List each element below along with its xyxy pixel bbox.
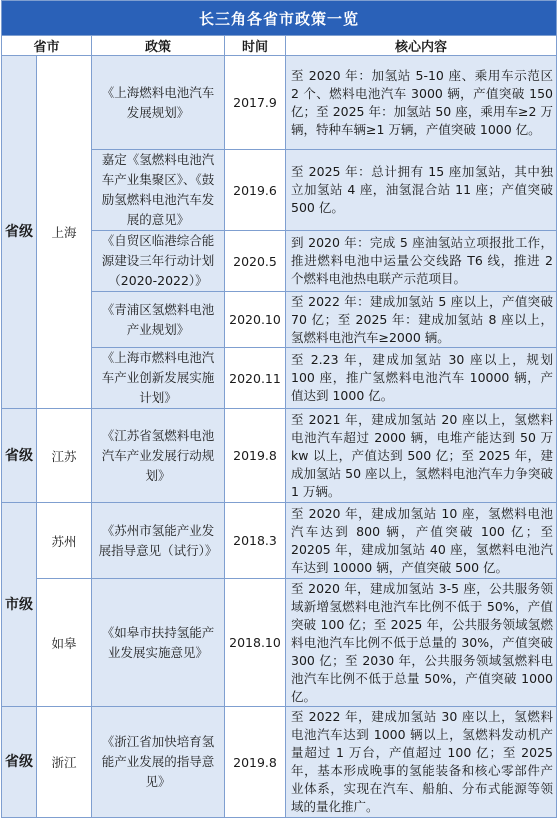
table-row xyxy=(2,579,557,707)
table-row xyxy=(2,409,557,503)
policy-cell: 嘉定《氢燃料电池汽车产业集聚区》、《鼓励氢燃料电池汽车发展的意见》 xyxy=(92,150,225,231)
region-cell: 江苏 xyxy=(37,409,92,503)
time-cell: 2020.5 xyxy=(225,231,286,292)
level-label-province: 省级 xyxy=(2,56,37,409)
header-row xyxy=(2,36,557,56)
time-cell: 2017.9 xyxy=(225,56,286,150)
policy-cell: 《苏州市氢能产业发展指导意见（试行）》 xyxy=(92,503,225,579)
header-time: 时间 xyxy=(225,36,286,56)
table-row xyxy=(2,707,557,818)
time-cell: 2019.8 xyxy=(225,409,286,503)
region-cell: 上海 xyxy=(37,56,92,409)
header-policy: 政策 xyxy=(92,36,225,56)
content-cell: 至 2020 年，建成加氢站 3-5 座，公共服务领域新增氢燃料电池汽车比例不低于 50%，产值突破 100 亿；至 2025 年，公共服务领域氢燃料电池汽车比例不低于总量的 30%，产值突破 300 亿；至 2030 年，公共服务领域氢燃料电池汽车比例不低于总量 50%，产值突破 1000 亿。 xyxy=(286,579,557,707)
time-cell: 2019.8 xyxy=(225,707,286,818)
level-label-province: 省级 xyxy=(2,707,37,818)
policy-cell: 《江苏省氢燃料电池汽车产业发展行动规划》 xyxy=(92,409,225,503)
policy-cell: 《青浦区氢燃料电池产业规划》 xyxy=(92,292,225,348)
content-cell: 至 2020 年：加氢站 5-10 座、乘用车示范区 2 个、燃料电池汽车 3000 辆，产值突破 150 亿；至 2025 年：加氢站 50 座，乘用车≥2 万辆，特种车辆≥1 万辆，产值突破 1000 亿。 xyxy=(286,56,557,150)
time-cell: 2019.6 xyxy=(225,150,286,231)
header-content: 核心内容 xyxy=(286,36,557,56)
policy-cell: 《上海市燃料电池汽车产业创新发展实施计划》 xyxy=(92,348,225,409)
time-cell: 2018.3 xyxy=(225,503,286,579)
region-cell: 如皋 xyxy=(37,579,92,707)
level-label-province: 省级 xyxy=(2,409,37,503)
content-cell: 至 2021 年，建成加氢站 20 座以上，氢燃料电池汽车超过 2000 辆，电堆产能达到 50 万 kw 以上，产值达到 500 亿；至 2025 年，建成加氢站 50 座以上，氢燃料电池汽车力争突破 1 万辆。 xyxy=(286,409,557,503)
policy-table xyxy=(1,0,557,818)
table-row xyxy=(2,56,557,150)
table-row xyxy=(2,503,557,579)
content-cell: 至 2022 年，建成加氢站 30 座以上，氢燃料电池汽车达到 1000 辆以上，氢燃料发动机产量超过 1 万台，产值超过 100 亿；至 2025 年，基本形成晚事的氢能装备和核心零部件产业体系，实现在汽车、船舶、分布式能源等领域的量化推广。 xyxy=(286,707,557,818)
content-cell: 至 2025 年：总计拥有 15 座加氢站，其中独立加氢站 4 座，油氢混合站 11 座；产值突破 500 亿。 xyxy=(286,150,557,231)
policy-cell: 《上海燃料电池汽车发展规划》 xyxy=(92,56,225,150)
time-cell: 2018.10 xyxy=(225,579,286,707)
time-cell: 2020.10 xyxy=(225,292,286,348)
policy-cell: 《如皋市扶持氢能产业发展实施意见》 xyxy=(92,579,225,707)
content-cell: 至 2.23 年，建成加氢站 30 座以上，规划 100 座，推广氢燃料电池汽车 10000 辆，产值达到 1000 亿。 xyxy=(286,348,557,409)
time-cell: 2020.11 xyxy=(225,348,286,409)
header-region: 省市 xyxy=(2,36,92,56)
table-title: 长三角各省市政策一览 xyxy=(2,1,557,36)
region-cell: 浙江 xyxy=(37,707,92,818)
level-label-city: 市级 xyxy=(2,503,37,707)
content-cell: 至 2020 年，建成加氢站 10 座，氢燃料电池汽车达到 800 辆，产值突破 100 亿；至 20205 年，建成加氢站 40 座，氢燃料电池汽车达到 10000 辆，产值突破 500 亿。 xyxy=(286,503,557,579)
policy-cell: 《浙江省加快培育氢能产业发展的指导意见》 xyxy=(92,707,225,818)
policy-cell: 《自贸区临港综合能源建设三年行动计划（2020-2022）》 xyxy=(92,231,225,292)
region-cell: 苏州 xyxy=(37,503,92,579)
content-cell: 到 2020 年：完成 5 座油氢站立项报批工作，推进燃料电池中运量公交线路 T6 线，推进 2 个燃料电池热电联产示范项目。 xyxy=(286,231,557,292)
content-cell: 至 2022 年：建成加氢站 5 座以上，产值突破 70 亿；至 2025 年：建成加氢站 8 座以上，氢燃料电池汽车≥2000 辆。 xyxy=(286,292,557,348)
